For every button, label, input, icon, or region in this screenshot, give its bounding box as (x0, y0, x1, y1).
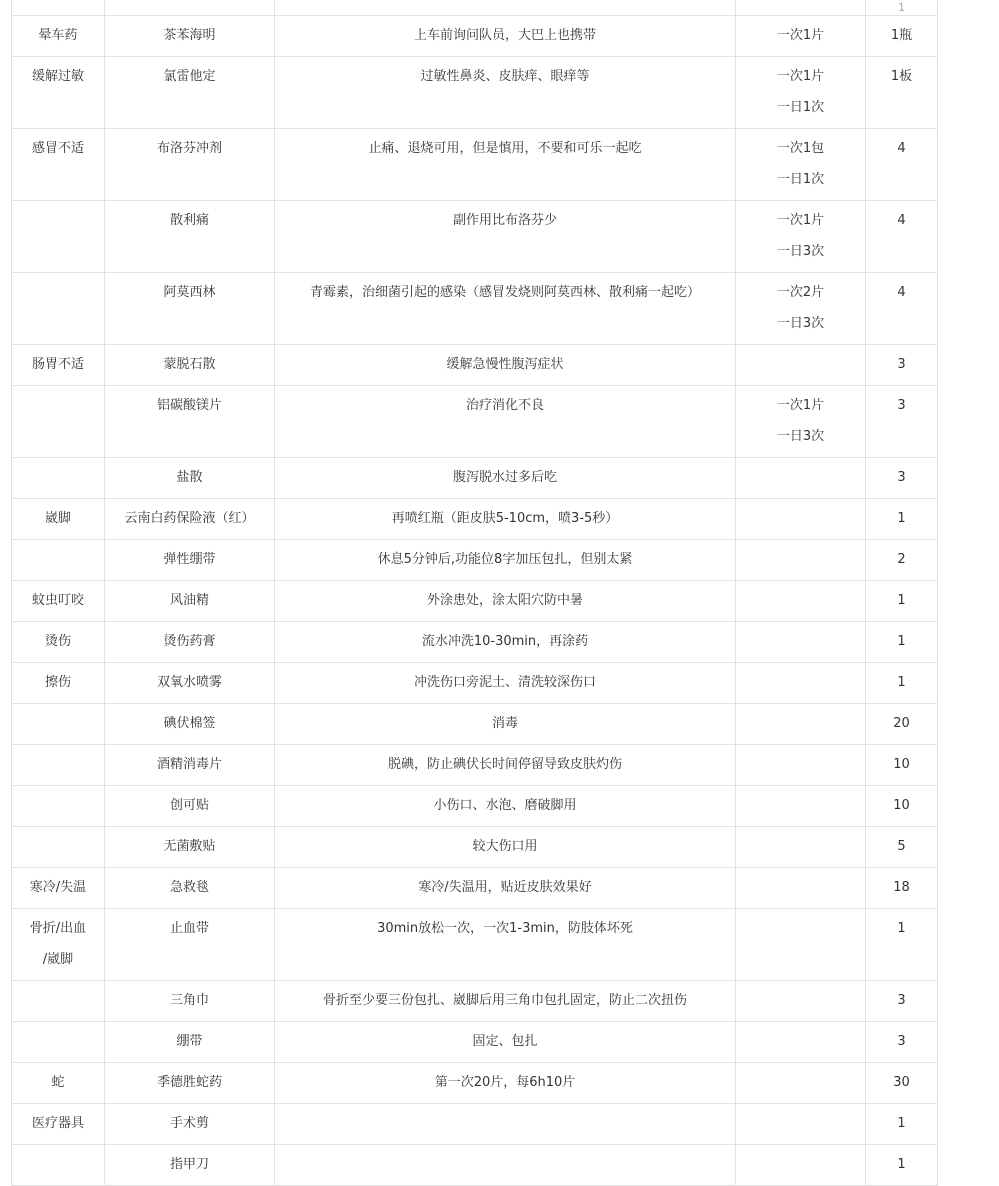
table-row (12, 663, 938, 704)
usage-line: 一日3次 (776, 244, 825, 259)
medicine-name: 双氧水喷雾 (156, 675, 222, 690)
category-text: 擦伤 (44, 675, 71, 690)
cell-qty: 1 (866, 0, 938, 16)
usage-line: 一次1片 (776, 28, 825, 43)
table-row (12, 273, 938, 345)
medicine-name: 无菌敷贴 (163, 839, 216, 854)
quantity: 2 (897, 552, 906, 567)
table-row (12, 1104, 938, 1145)
quantity: 1 (897, 675, 906, 690)
cell-category (12, 345, 105, 386)
cell-qty (866, 704, 938, 745)
medicine-note: 寒冷/失温用，贴近皮肤效果好 (418, 880, 592, 895)
cell-name (105, 704, 275, 745)
cell-category (12, 1022, 105, 1063)
quantity: 1 (897, 511, 906, 526)
cell-note (275, 0, 736, 16)
cell-category (12, 129, 105, 201)
cell-qty (866, 663, 938, 704)
medicine-note: 副作用比布洛芬少 (452, 213, 557, 228)
category-text (18, 282, 98, 304)
cell-qty (866, 1145, 938, 1186)
cell-category (12, 663, 105, 704)
cell-usage (736, 540, 866, 581)
medicine-name: 铝碳酸镁片 (156, 398, 222, 413)
cell-usage (736, 1104, 866, 1145)
medicine-note: 上车前询问队员，大巴上也携带 (413, 28, 596, 43)
cell-qty (866, 1022, 938, 1063)
cell-usage (736, 581, 866, 622)
quantity: 1板 (890, 69, 913, 84)
cell-usage (736, 0, 866, 16)
cell-qty (866, 622, 938, 663)
cell-note (275, 581, 736, 622)
quantity: 20 (893, 716, 910, 731)
cell-note (275, 16, 736, 57)
cell-name (105, 345, 275, 386)
medicine-name: 氯雷他定 (163, 69, 216, 84)
cell-qty (866, 57, 938, 129)
table-row (12, 16, 938, 57)
cell-note (275, 827, 736, 868)
cell-note (275, 663, 736, 704)
medicine-note: 冲洗伤口旁泥土、清洗较深伤口 (413, 675, 596, 690)
cell-category (12, 581, 105, 622)
table-row (12, 386, 938, 458)
cell-usage (736, 273, 866, 345)
category-text (18, 549, 98, 571)
table-row (12, 704, 938, 745)
table-row (12, 827, 938, 868)
medicine-name: 三角巾 (169, 993, 209, 1008)
cell-note (275, 458, 736, 499)
cell-name (105, 540, 275, 581)
medicine-name: 指甲刀 (169, 1157, 209, 1172)
medicine-note: 骨折至少要三份包扎、崴脚后用三角巾包扎固定，防止二次扭伤 (322, 993, 687, 1008)
category-text (18, 1031, 98, 1053)
quantity: 10 (893, 757, 910, 772)
quantity: 4 (897, 141, 906, 156)
table-row (12, 345, 938, 386)
usage-line: 一日1次 (776, 100, 825, 115)
cell-qty (866, 129, 938, 201)
cell-note (275, 622, 736, 663)
cell-category (12, 1145, 105, 1186)
cell-usage (736, 201, 866, 273)
cell-note (275, 1022, 736, 1063)
cell-name (105, 981, 275, 1022)
category-line: /崴脚 (42, 952, 74, 967)
medicine-note: 休息5分钟后,功能位8字加压包扎，但别太紧 (377, 552, 633, 567)
table-row (12, 458, 938, 499)
cell-category (12, 704, 105, 745)
category-text: 晕车药 (38, 28, 78, 43)
cell-name (105, 129, 275, 201)
category-text: 感冒不适 (31, 141, 84, 156)
medicine-name: 止血带 (169, 921, 209, 936)
cell-usage (736, 868, 866, 909)
category-text: 蛇 (51, 1075, 65, 1090)
cell-note (275, 273, 736, 345)
cell-name (105, 57, 275, 129)
table-row (12, 57, 938, 129)
medicine-name: 盐散 (176, 470, 203, 485)
cell-category (12, 386, 105, 458)
cell-qty (866, 745, 938, 786)
cell-note (275, 868, 736, 909)
usage-line: 一日3次 (776, 316, 825, 331)
cell-category (12, 981, 105, 1022)
cell-usage (736, 1022, 866, 1063)
category-text (18, 467, 98, 489)
medicine-note (281, 1113, 729, 1135)
quantity: 1 (897, 921, 906, 936)
cell-qty (866, 458, 938, 499)
category-text: 蚊虫叮咬 (31, 593, 84, 608)
table-row (12, 909, 938, 981)
table-row (12, 786, 938, 827)
category-text: 崴脚 (44, 511, 71, 526)
cell-note (275, 909, 736, 981)
quantity: 30 (893, 1075, 910, 1090)
cell-category (12, 201, 105, 273)
medicine-note: 消毒 (491, 716, 518, 731)
cell-usage (736, 786, 866, 827)
cell-usage (736, 704, 866, 745)
cell-name (105, 16, 275, 57)
category-text: 医疗器具 (31, 1116, 84, 1131)
usage-line: 一次1片 (776, 213, 825, 228)
medicine-name: 手术剪 (169, 1116, 209, 1131)
medicine-note: 脱碘，防止碘伏长时间停留导致皮肤灼伤 (387, 757, 622, 772)
table-row (12, 868, 938, 909)
quantity: 18 (893, 880, 910, 895)
cell-note (275, 201, 736, 273)
quantity: 1 (897, 1157, 906, 1172)
quantity: 10 (893, 798, 910, 813)
quantity: 1 (897, 1116, 906, 1131)
medicine-table-container (11, 0, 938, 1186)
cell-qty (866, 540, 938, 581)
cell-name (105, 745, 275, 786)
cell-name (105, 1063, 275, 1104)
cell-name (105, 786, 275, 827)
medicine-table-body (12, 0, 938, 1186)
medicine-table (11, 0, 938, 1186)
medicine-note (281, 1154, 729, 1176)
cell-usage (736, 827, 866, 868)
usage-line: 一次1包 (776, 141, 825, 156)
quantity: 1 (897, 593, 906, 608)
medicine-name: 蒙脱石散 (163, 357, 216, 372)
category-text (18, 1154, 98, 1176)
medicine-name: 酒精消毒片 (156, 757, 222, 772)
category-text (18, 795, 98, 817)
cell-name (105, 0, 275, 16)
cell-usage (736, 129, 866, 201)
cell-category (12, 499, 105, 540)
medicine-note: 治疗消化不良 (465, 398, 544, 413)
cell-category (12, 745, 105, 786)
medicine-name: 烫伤药膏 (163, 634, 216, 649)
medicine-name: 绷带 (176, 1034, 203, 1049)
cell-usage (736, 909, 866, 981)
cell-qty (866, 981, 938, 1022)
medicine-note: 较大伤口用 (472, 839, 538, 854)
cell-name (105, 622, 275, 663)
table-row (12, 1022, 938, 1063)
category-text: 肠胃不适 (31, 357, 84, 372)
cell-category (12, 0, 105, 16)
category-text (18, 210, 98, 232)
cell-note (275, 57, 736, 129)
cell-name (105, 1022, 275, 1063)
quantity: 3 (897, 470, 906, 485)
cell-category (12, 57, 105, 129)
medicine-name: 风油精 (169, 593, 209, 608)
quantity: 1瓶 (890, 28, 913, 43)
quantity: 4 (897, 285, 906, 300)
cell-note (275, 540, 736, 581)
table-row (12, 540, 938, 581)
table-row (12, 499, 938, 540)
table-row (12, 129, 938, 201)
quantity: 1 (897, 634, 906, 649)
quantity: 4 (897, 213, 906, 228)
category-text (18, 754, 98, 776)
medicine-note: 30min放松一次，一次1-3min，防肢体坏死 (377, 921, 633, 936)
cell-note (275, 745, 736, 786)
cell-usage (736, 458, 866, 499)
category-text: 缓解过敏 (31, 69, 84, 84)
medicine-note: 小伤口、水泡、磨破脚用 (433, 798, 577, 813)
cell-name (105, 581, 275, 622)
cell-note (275, 704, 736, 745)
cell-name (105, 386, 275, 458)
table-row (12, 581, 938, 622)
medicine-name: 急救毯 (169, 880, 209, 895)
cell-name (105, 458, 275, 499)
table-row (12, 1063, 938, 1104)
cell-note (275, 786, 736, 827)
table-row (12, 1145, 938, 1186)
usage-line: 一日1次 (776, 172, 825, 187)
medicine-name: 季德胜蛇药 (156, 1075, 222, 1090)
cell-category (12, 1104, 105, 1145)
cell-name (105, 1145, 275, 1186)
cell-usage (736, 499, 866, 540)
cell-note (275, 1145, 736, 1186)
cell-note (275, 981, 736, 1022)
cell-usage (736, 386, 866, 458)
medicine-note: 缓解急慢性腹泻症状 (446, 357, 564, 372)
cell-category (12, 909, 105, 981)
cell-qty (866, 786, 938, 827)
table-row (12, 622, 938, 663)
cell-name (105, 868, 275, 909)
cell-category (12, 540, 105, 581)
medicine-name: 茶苯海明 (163, 28, 216, 43)
usage-line: 一日3次 (776, 429, 825, 444)
cell-category (12, 622, 105, 663)
cell-name (105, 1104, 275, 1145)
quantity: 3 (897, 398, 906, 413)
category-line: 骨折/出血 (29, 921, 87, 936)
cell-name (105, 827, 275, 868)
medicine-note: 止痛、退烧可用，但是慎用，不要和可乐一起吃 (368, 141, 642, 156)
medicine-name: 碘伏棉签 (163, 716, 216, 731)
cell-note (275, 1104, 736, 1145)
cell-name (105, 273, 275, 345)
quantity: 3 (897, 1034, 906, 1049)
cell-qty (866, 386, 938, 458)
usage-line: 一次2片 (776, 285, 825, 300)
table-row (12, 201, 938, 273)
cell-usage (736, 981, 866, 1022)
medicine-name: 弹性绷带 (163, 552, 216, 567)
medicine-name: 云南白药保险液（红） (124, 511, 255, 526)
cell-name (105, 499, 275, 540)
cell-note (275, 386, 736, 458)
quantity: 3 (897, 993, 906, 1008)
category-text (18, 836, 98, 858)
cell-qty (866, 581, 938, 622)
cell-usage (736, 1063, 866, 1104)
medicine-note: 流水冲洗10-30min，再涂药 (421, 634, 589, 649)
medicine-name: 阿莫西林 (163, 285, 216, 300)
medicine-note: 腹泻脱水过多后吃 (452, 470, 557, 485)
quantity: 3 (897, 357, 906, 372)
cell-usage (736, 57, 866, 129)
medicine-note: 再喷红瓶（距皮肤5-10cm，喷3-5秒） (391, 511, 619, 526)
cell-qty (866, 868, 938, 909)
cell-note (275, 345, 736, 386)
medicine-name: 散利痛 (169, 213, 209, 228)
cell-usage (736, 663, 866, 704)
cell-category (12, 16, 105, 57)
cell-qty (866, 499, 938, 540)
table-row (12, 745, 938, 786)
cell-usage (736, 16, 866, 57)
cell-qty (866, 273, 938, 345)
cell-usage (736, 745, 866, 786)
category-text (18, 990, 98, 1012)
category-text: 寒冷/失温 (29, 880, 87, 895)
cell-note (275, 499, 736, 540)
cell-qty (866, 1063, 938, 1104)
cell-note (275, 1063, 736, 1104)
cell-qty (866, 909, 938, 981)
usage-line: 一次1片 (776, 398, 825, 413)
medicine-note: 第一次20片，每6h10片 (434, 1075, 576, 1090)
cell-qty (866, 16, 938, 57)
cell-qty (866, 201, 938, 273)
cell-category (12, 1063, 105, 1104)
cell-name (105, 909, 275, 981)
medicine-note: 青霉素，治细菌引起的感染（感冒发烧则阿莫西林、散利痛一起吃） (309, 285, 700, 300)
category-text (18, 713, 98, 735)
cell-usage (736, 622, 866, 663)
category-text: 烫伤 (44, 634, 71, 649)
cell-usage (736, 345, 866, 386)
cell-category (12, 786, 105, 827)
cell-category (12, 458, 105, 499)
cell-qty (866, 1104, 938, 1145)
category-text (18, 395, 98, 417)
table-row-partial (12, 0, 938, 16)
cell-category (12, 868, 105, 909)
table-row (12, 981, 938, 1022)
cell-qty (866, 827, 938, 868)
cell-qty (866, 345, 938, 386)
medicine-name: 布洛芬冲剂 (156, 141, 222, 156)
medicine-note: 过敏性鼻炎、皮肤痒、眼痒等 (420, 69, 590, 84)
cell-category (12, 273, 105, 345)
medicine-note: 外涂患处，涂太阳穴防中暑 (426, 593, 583, 608)
usage-line: 一次1片 (776, 69, 825, 84)
cell-name (105, 201, 275, 273)
cell-category (12, 827, 105, 868)
cell-name (105, 663, 275, 704)
medicine-note: 固定、包扎 (472, 1034, 538, 1049)
cell-note (275, 129, 736, 201)
quantity: 5 (897, 839, 906, 854)
medicine-name: 创可贴 (169, 798, 209, 813)
cell-usage (736, 1145, 866, 1186)
